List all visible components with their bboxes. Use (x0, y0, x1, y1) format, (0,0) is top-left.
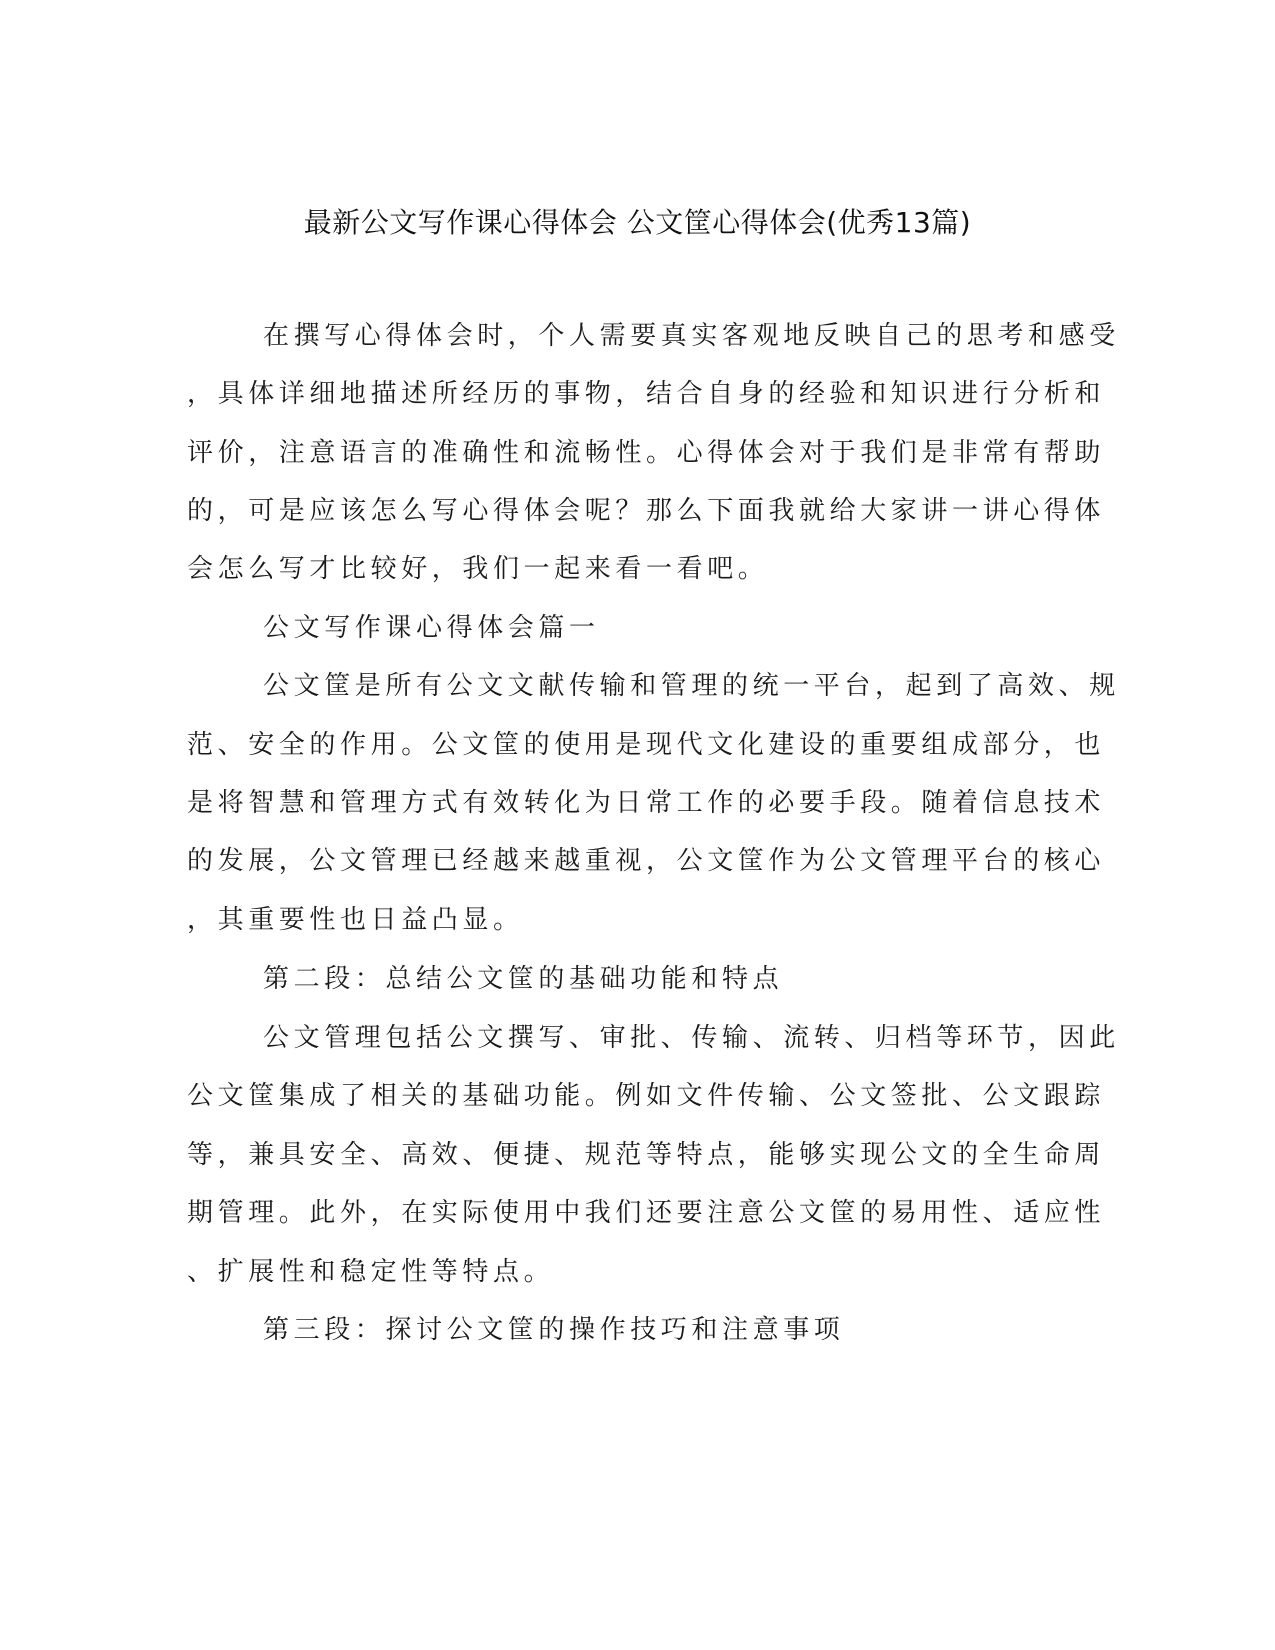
body-line: 的发展，公文管理已经越来越重视，公文筐作为公文管理平台的核心 (187, 846, 1106, 876)
section-heading: 公文写作课心得体会篇一 (263, 613, 600, 643)
body-line: 公文筐集成了相关的基础功能。例如文件传输、公文签批、公文跟踪 (187, 1081, 1106, 1111)
section-heading: 第三段：探讨公文筐的操作技巧和注意事项 (263, 1315, 845, 1345)
body-line: 期管理。此外，在实际使用中我们还要注意公文筐的易用性、适应性 (187, 1198, 1106, 1228)
body-line: 范、安全的作用。公文筐的使用是现代文化建设的重要组成部分，也 (187, 730, 1106, 760)
body-line: 的，可是应该怎么写心得体会呢？那么下面我就给大家讲一讲心得体 (187, 496, 1106, 526)
body-line: ，具体详细地描述所经历的事物，结合自身的经验和知识进行分析和 (187, 379, 1106, 409)
body-line: 在撰写心得体会时，个人需要真实客观地反映自己的思考和感受 (263, 321, 1120, 351)
body-line: 会怎么写才比较好，我们一起来看一看吧。 (187, 554, 769, 584)
body-line: 公文管理包括公文撰写、审批、传输、流转、归档等环节，因此 (263, 1023, 1120, 1053)
body-line: ，其重要性也日益凸显。 (187, 905, 524, 935)
body-line: 评价，注意语言的准确性和流畅性。心得体会对于我们是非常有帮助 (187, 438, 1106, 468)
section-heading: 第二段：总结公文筐的基础功能和特点 (263, 964, 784, 994)
body-line: 公文筐是所有公文文献传输和管理的统一平台，起到了高效、规 (263, 671, 1120, 701)
body-line: 是将智慧和管理方式有效转化为日常工作的必要手段。随着信息技术 (187, 788, 1106, 818)
document-title: 最新公文写作课心得体会 公文筐心得体会(优秀13篇) (303, 206, 972, 239)
body-line: 、扩展性和稳定性等特点。 (187, 1257, 555, 1287)
body-line: 等，兼具安全、高效、便捷、规范等特点，能够实现公文的全生命周 (187, 1140, 1106, 1170)
